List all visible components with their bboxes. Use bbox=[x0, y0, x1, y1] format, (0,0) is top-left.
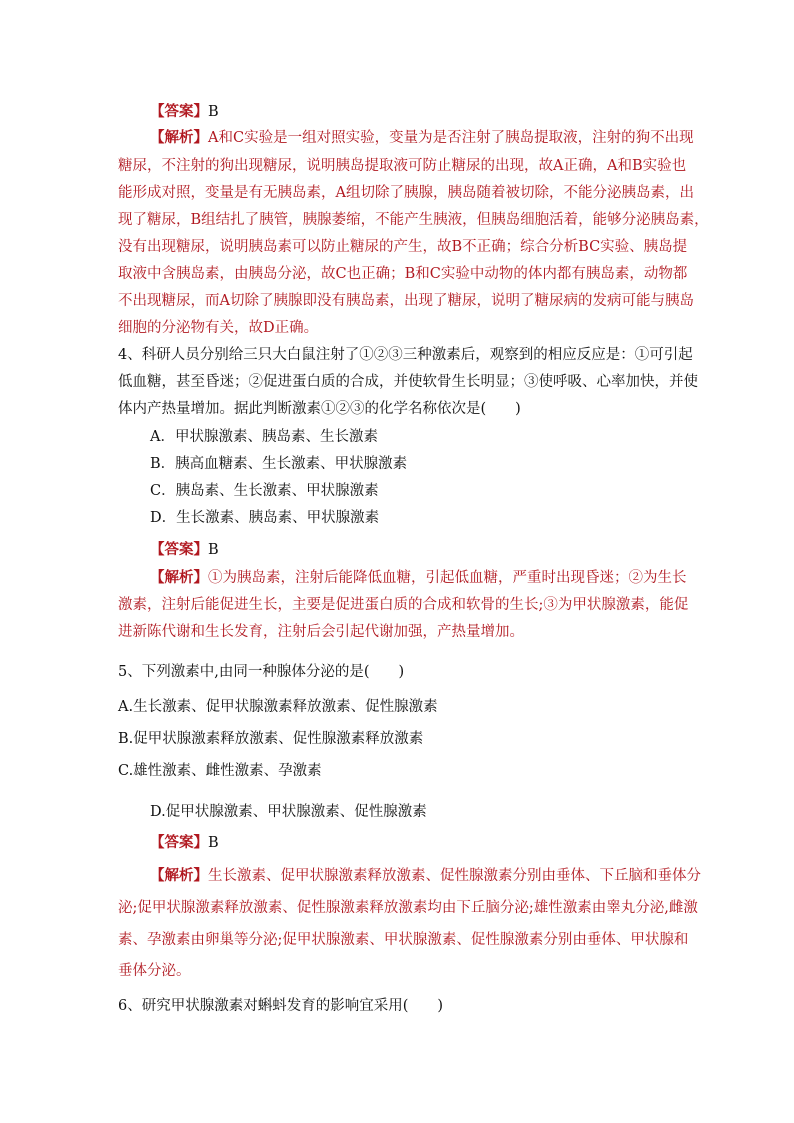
answer-label: 【答案】 bbox=[150, 103, 208, 120]
analysis-text: 生长激素、促甲状腺激素释放激素、促性腺激素分别由垂体、下丘脑和垂体分 bbox=[208, 868, 701, 884]
answer-line bbox=[150, 833, 219, 853]
option-b: B．胰高血糖素、生长激素、甲状腺激素 bbox=[150, 456, 408, 472]
option-c: C．胰岛素、生长激素、甲状腺激素 bbox=[150, 483, 379, 499]
analysis-label: 【解析】 bbox=[150, 569, 208, 586]
analysis-text: 不出现糖尿，而A切除了胰腺即没有胰岛素，出现了糖尿，说明了糖尿病的发病可能与胰岛 bbox=[118, 293, 694, 309]
analysis-text: A和C实验是一组对照实验，变量为是否注射了胰岛提取液，注射的狗不出现 bbox=[208, 130, 694, 146]
analysis-text: 没有出现糖尿，说明胰岛素可以防止糖尿的产生，故B不正确；综合分析BC实验、胰岛提 bbox=[118, 239, 688, 255]
analysis-line bbox=[150, 568, 687, 588]
analysis-text: 能形成对照，变量是有无胰岛素，A组切除了胰腺，胰岛随着被切除，不能分泌胰岛素，出 bbox=[118, 185, 694, 201]
option-b: B.促甲状腺激素释放激素、促性腺激素释放激素 bbox=[118, 731, 424, 747]
analysis-text: ①为胰岛素，注射后能降低血糖，引起低血糖，严重时出现昏迷；②为生长 bbox=[208, 570, 687, 586]
analysis-line bbox=[150, 128, 694, 148]
question-stem: 4、科研人员分别给三只大白鼠注射了①②③三种激素后，观察到的相应反应是：①可引起 bbox=[118, 347, 693, 363]
analysis-line bbox=[150, 866, 701, 886]
analysis-text: 泌;促甲状腺激素释放激素、促性腺激素释放激素均由下丘脑分泌;雄性激素由睾丸分泌,雌激 bbox=[118, 900, 698, 916]
answer-value: B bbox=[208, 835, 219, 851]
question-stem: 6、研究甲状腺激素对蝌蚪发育的影响宜采用( ) bbox=[118, 998, 444, 1014]
answer-line bbox=[150, 540, 219, 560]
option-a: A．甲状腺激素、胰岛素、生长激素 bbox=[150, 429, 378, 445]
analysis-text: 细胞的分泌物有关，故D正确。 bbox=[118, 320, 319, 336]
question-stem: 低血糖，甚至昏迷；②促进蛋白质的合成，并使软骨生长明显；③使呼吸、心率加快，并使 bbox=[118, 374, 698, 390]
analysis-text: 垂体分泌。 bbox=[118, 963, 191, 979]
option-a: A.生长激素、促甲状腺激素释放激素、促性腺激素 bbox=[118, 699, 438, 715]
analysis-text: 取液中含胰岛素，由胰岛分泌，故C也正确；B和C实验中动物的体内都有胰岛素，动物都 bbox=[118, 266, 688, 282]
analysis-text: 进新陈代谢和生长发育，注射后会引起代谢加强，产热量增加。 bbox=[118, 624, 524, 640]
analysis-label: 【解析】 bbox=[150, 867, 208, 884]
answer-label: 【答案】 bbox=[150, 834, 208, 851]
question-stem: 体内产热量增加。据此判断激素①②③的化学名称依次是( ) bbox=[118, 401, 521, 417]
option-c: C.雄性激素、雌性激素、孕激素 bbox=[118, 763, 322, 779]
answer-value: B bbox=[208, 542, 219, 558]
analysis-label: 【解析】 bbox=[150, 129, 208, 146]
analysis-text: 激素，注射后能促进生长，主要是促进蛋白质的合成和软骨的生长;③为甲状腺激素，能促 bbox=[118, 597, 689, 613]
analysis-text: 素、孕激素由卵巢等分泌;促甲状腺激素、甲状腺激素、促性腺激素分别由垂体、甲状腺和 bbox=[118, 932, 689, 948]
question-stem: 5、下列激素中,由同一种腺体分泌的是( ) bbox=[118, 664, 405, 680]
answer-label: 【答案】 bbox=[150, 541, 208, 558]
answer-line bbox=[150, 102, 219, 122]
option-d: D．生长激素、胰岛素、甲状腺激素 bbox=[150, 510, 380, 526]
option-d: D.促甲状腺激素、甲状腺激素、促性腺激素 bbox=[150, 804, 427, 820]
answer-value: B bbox=[208, 104, 219, 120]
analysis-text: 现了糖尿，B组结扎了胰管，胰腺萎缩，不能产生胰液，但胰岛细胞活着，能够分泌胰岛素， bbox=[118, 212, 709, 228]
analysis-text: 糖尿，不注射的狗出现糖尿，说明胰岛提取液可防止糖尿的出现，故A正确，A和B实验也 bbox=[118, 158, 687, 174]
